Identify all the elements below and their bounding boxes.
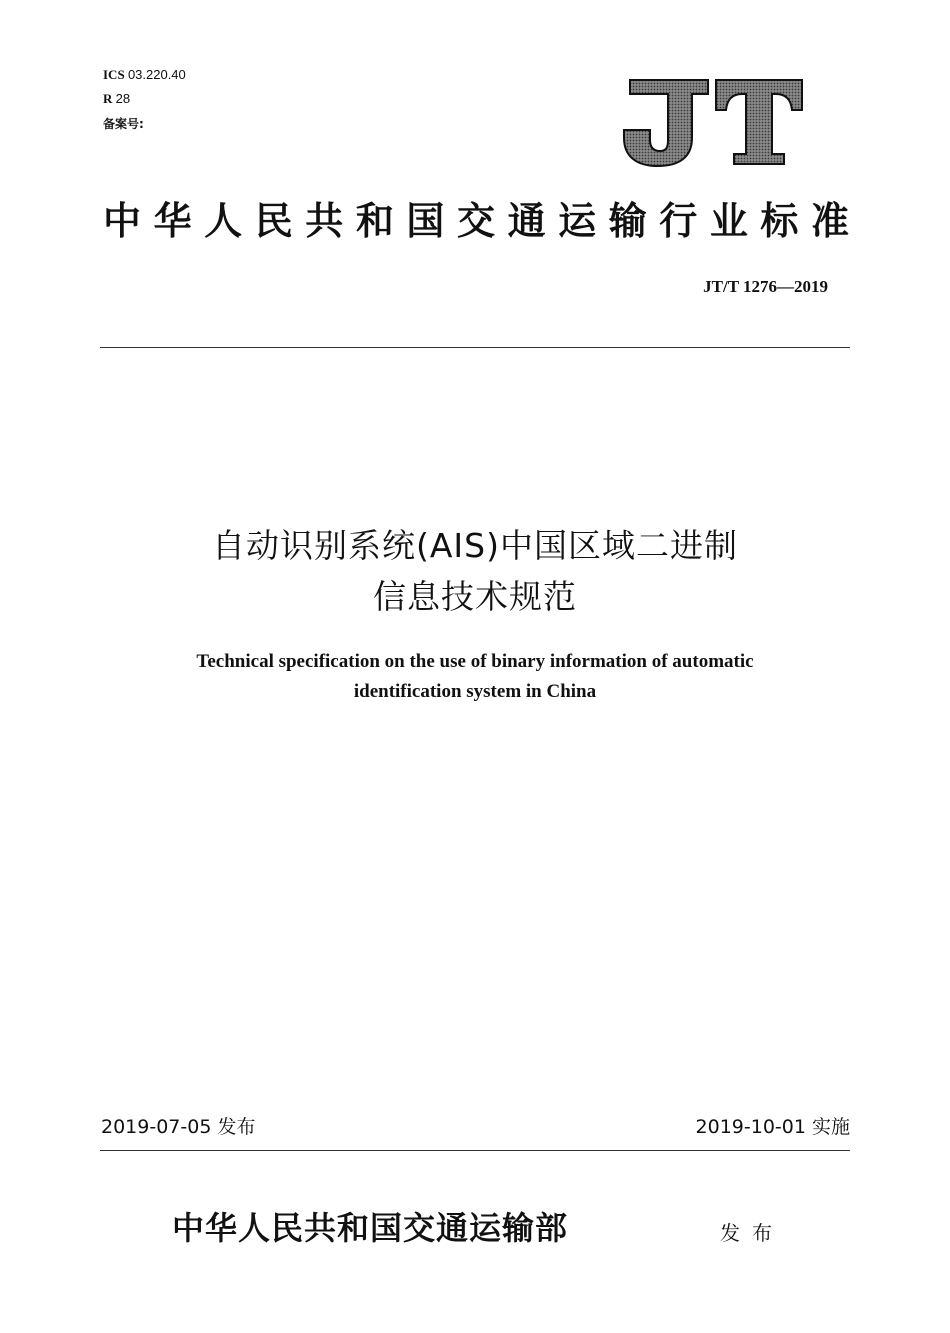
- publisher-name: 中华人民共和国交通运输部: [172, 1209, 569, 1247]
- implementation-date: 2019-10-01 实施: [695, 1116, 850, 1138]
- standard-number: JT/T 1276—2019: [703, 277, 828, 296]
- record-number-label: 备案号:: [103, 117, 144, 131]
- document-title-en-line1: Technical specification on the use of binary information of automatic: [196, 651, 754, 672]
- document-title-en-line2: identification system in China: [353, 681, 597, 702]
- classification-code: [103, 91, 130, 107]
- publish-date: 2019-07-05 发布: [101, 1116, 256, 1138]
- top-divider: [100, 347, 850, 348]
- document-title-zh-line1: 自动识别系统(AIS)中国区域二进制: [211, 526, 738, 565]
- ics-label: ICS: [103, 67, 125, 82]
- r-label: R: [103, 91, 113, 106]
- r-number: 28: [115, 91, 131, 106]
- publisher-suffix: 发布: [720, 1221, 784, 1245]
- standard-category-title: 中华人民共和国交通运输行业标准: [103, 198, 850, 243]
- document-title-zh-line2: 信息技术规范: [373, 577, 577, 616]
- jt-logo: [620, 76, 805, 168]
- bottom-divider: [100, 1150, 850, 1151]
- ics-code: [103, 67, 186, 83]
- ics-number: 03.220.40: [127, 67, 186, 82]
